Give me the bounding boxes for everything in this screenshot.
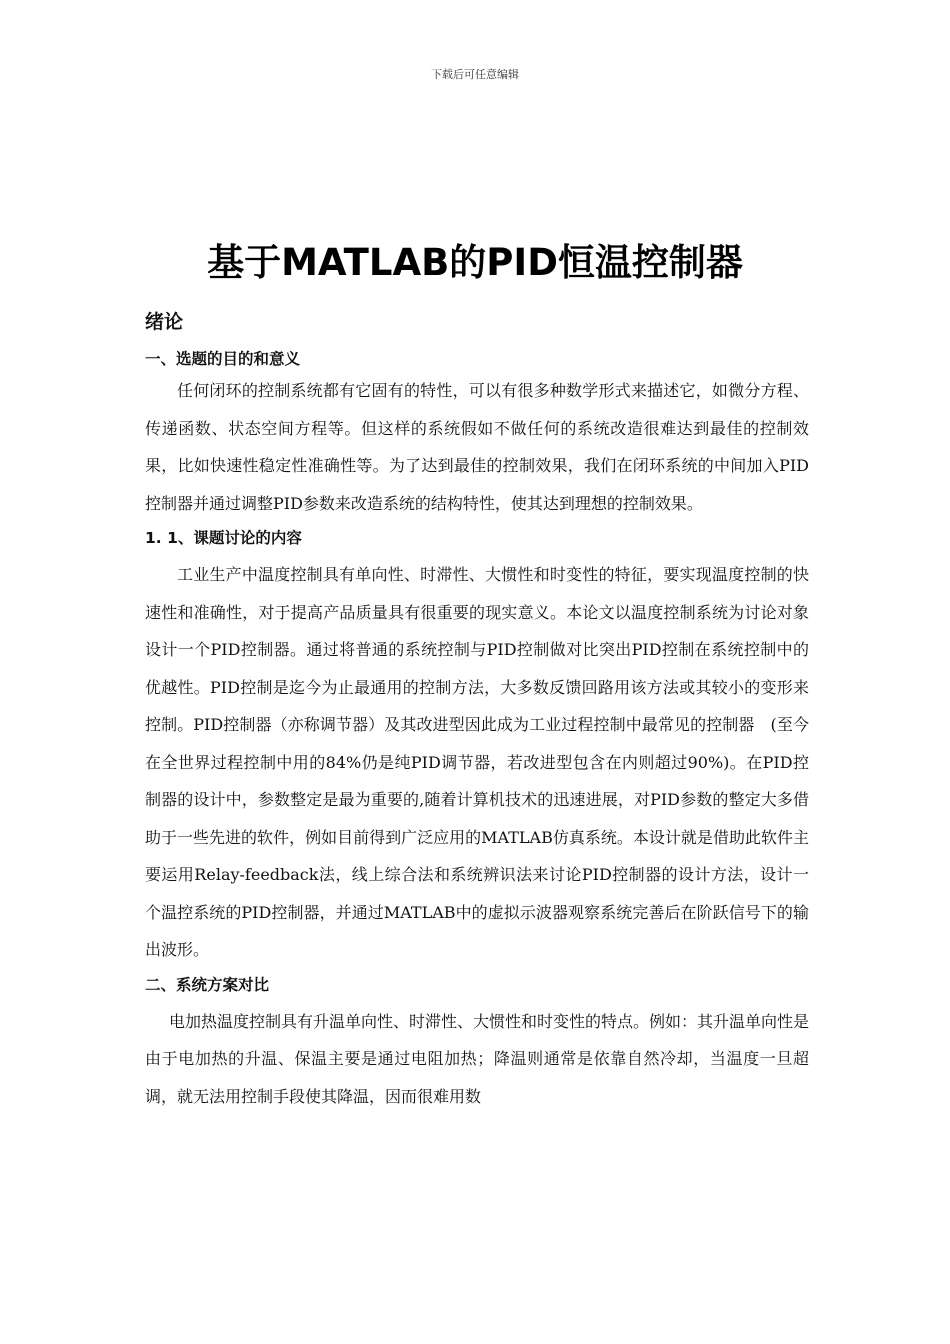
subheading-research-content: 1. 1、课题讨论的内容	[145, 529, 302, 547]
subheading-purpose: 一、选题的目的和意义	[145, 350, 301, 368]
subheading-scheme-comparison: 二、系统方案对比	[145, 975, 270, 994]
paragraph-scheme-comparison: 电加热温度控制具有升温单向性、时滞性、大惯性和时变性的特点。例如：其升温单向性是由于电加热的升温、保温主要是通过电阻加热；降温则通常是依靠自然冷却，当温度一旦超调，就无法用控制手段使其降温，因而很难用数	[145, 1011, 810, 1106]
paragraph-research-content: 工业生产中温度控制具有单向性、时滞性、大惯性和时变性的特征，要实现温度控制的快速性和准确性，对于提高产品质量具有很重要的现实意义。本论文以温度控制系统为讨论对象设计一个PID控制器。通过将普通的系统控制与PID控制做对比突出PID控制在系统控制中的优越性。PID控制是迄今为止最通用的控制方法，大多数反馈回路用该方法或其较小的变形来控制。PID控制器（亦称调节器）及其改进型因此成为工业过程控制中最常见的控制器 (至今在全世界过程控制中用的84%仍是纯PID调节器，若改进型包含在内则超过90%)。在PID控制器的设计中，参数整定是最为重要的,随着计算机技术的迅速进展，对PID参数的整定大多借助于一些先进的软件，例如目前得到广泛应用的MATLAB仿真系统。本设计就是借助此软件主要运用Relay-feedback法，线上综合法和系统辨识法来讨论PID控制器的设计方法，设计一个温控系统的PID控制器，并通过MATLAB中的虚拟示波器观察系统完善后在阶跃信号下的输出波形。	[145, 565, 809, 959]
paragraph-purpose: 任何闭环的控制系统都有它固有的特性，可以有很多种数学形式来描述它，如微分方程、传递函数、状态空间方程等。但这样的系统假如不做任何的系统改造很难达到最佳的控制效果，比如快速性稳定性准确性等。为了达到最佳的控制效果，我们在闭环系统的中间加入PID控制器并通过调整PID参数来改造系统的结构特性，使其达到理想的控制效果。	[145, 381, 809, 513]
document-title: 基于MATLAB的PID恒温控制器	[207, 241, 743, 284]
document-body	[145, 306, 809, 1115]
header-note: 下载后可任意编辑	[431, 68, 519, 81]
section-heading-intro: 绪论	[145, 311, 184, 333]
